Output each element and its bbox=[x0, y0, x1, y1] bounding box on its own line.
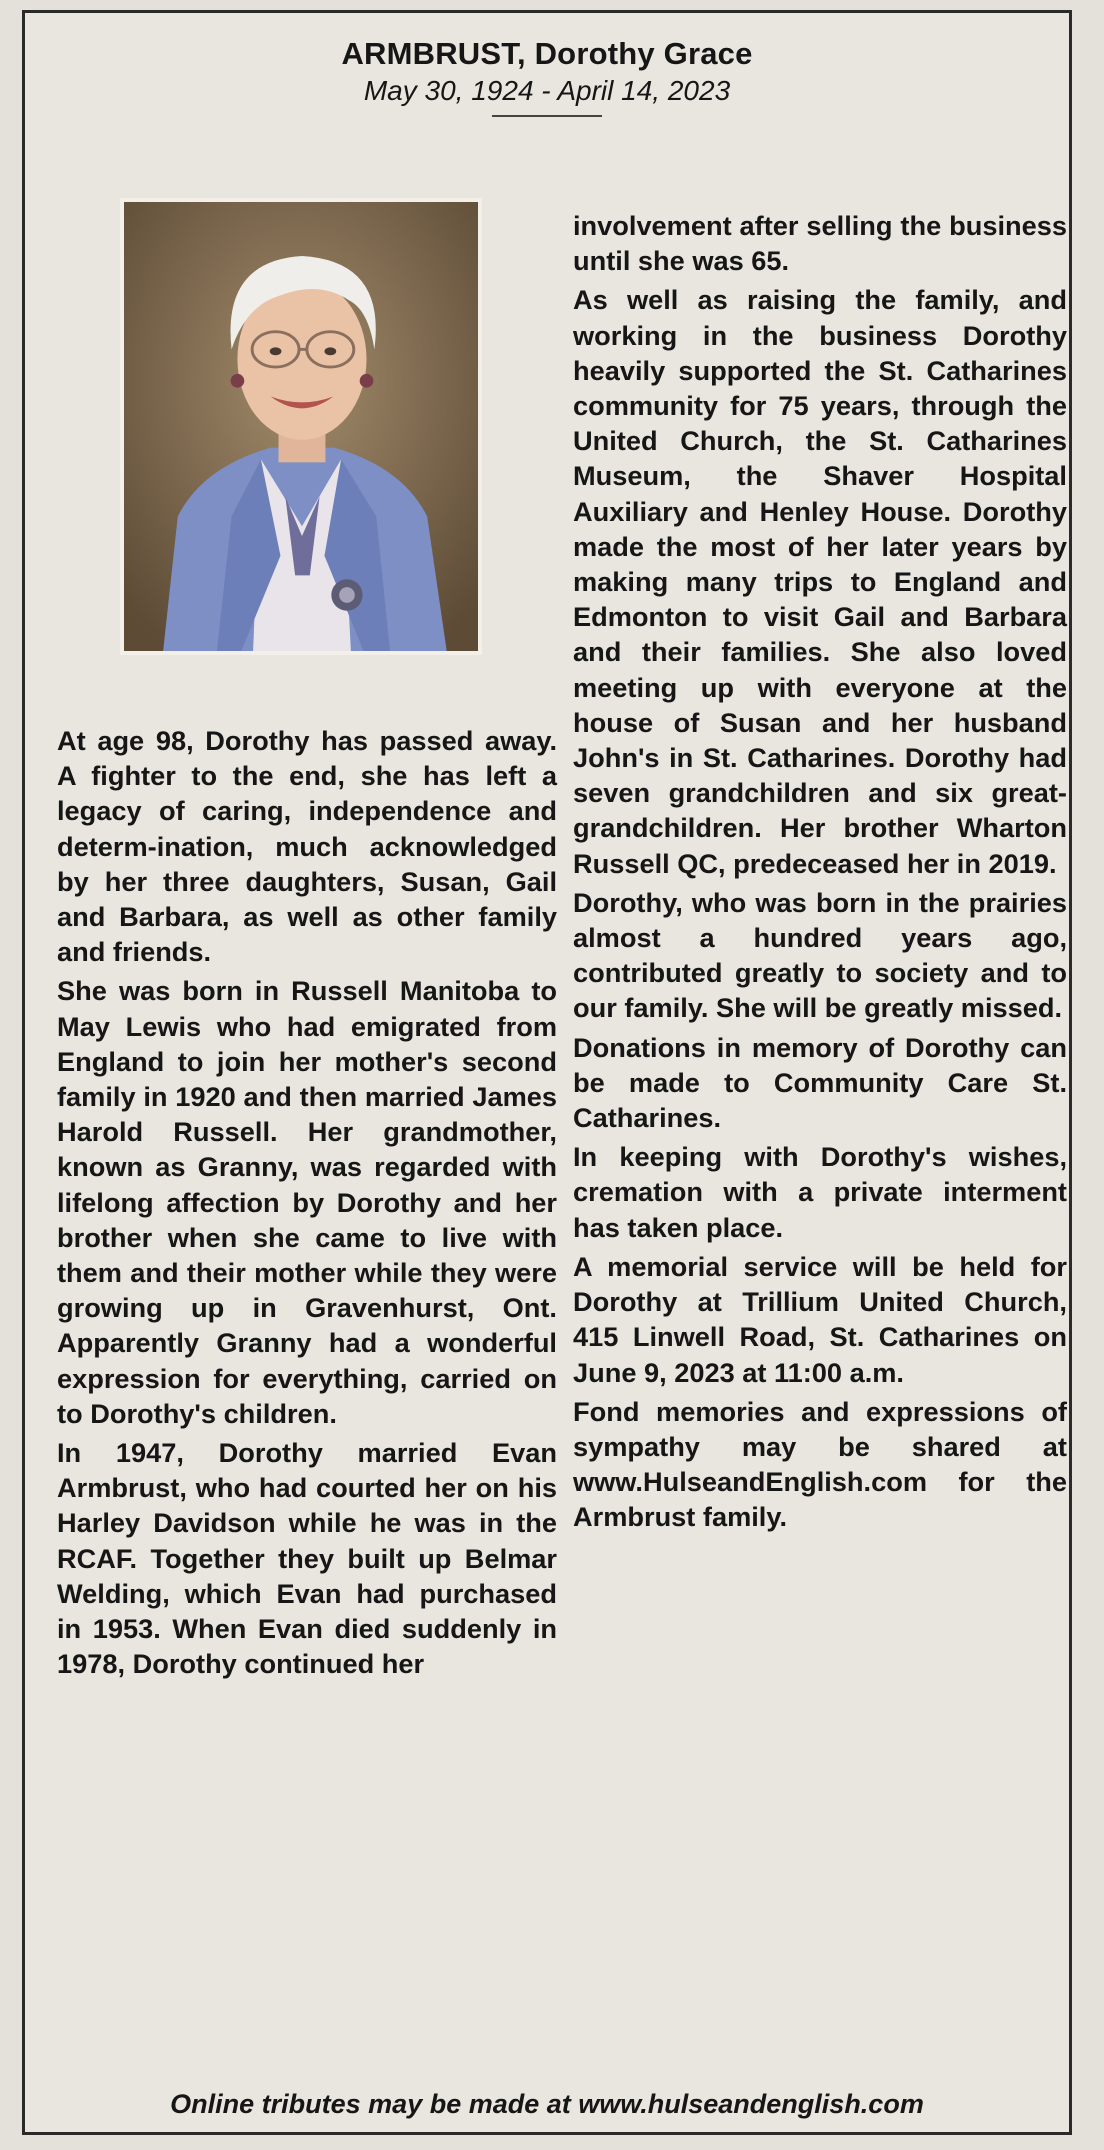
paragraph-marriage: In 1947, Dorothy married Evan Armbrust, who had courted her on his Harley Davidson while he was in the RCAF. Together they built up Belmar Welding, which Evan had purchased in 1953. When Evan died suddenly in 1978, Dorothy continued her bbox=[57, 1437, 557, 1680]
obituary-notice bbox=[22, 10, 1072, 2135]
left-column bbox=[57, 723, 557, 1685]
life-dates: May 30, 1924 - April 14, 2023 bbox=[363, 75, 731, 106]
paragraph-passing: At age 98, Dorothy has passed away. A fighter to the end, she has left a legacy of caring, independence and determ-ination, much acknowledged by her three daughters, Susan, Gail and Barbara, as well as other family and friends. bbox=[57, 725, 557, 968]
right-column bbox=[573, 208, 1067, 1539]
obituary-header bbox=[25, 35, 1069, 117]
paragraph-donations: Donations in memory of Dorothy can be made to Community Care St. Catharines. bbox=[573, 1031, 1067, 1134]
paragraph-business: involvement after selling the business until she was 65. bbox=[573, 210, 1067, 277]
paragraph-memorial-service: A memorial service will be held for Dorothy at Trillium United Church, 415 Linwell Road, St. Catharines on June 9, 2023 at 11:00 a.m. bbox=[573, 1250, 1067, 1388]
paragraph-legacy: Dorothy, who was born in the prairies almost a hundred years ago, contributed greatly to society and to our family. She will be greatly missed. bbox=[573, 886, 1067, 1024]
paragraph-cremation: In keeping with Dorothy's wishes, cremation with a private interment has taken place. bbox=[573, 1141, 1067, 1243]
deceased-name: ARMBRUST, Dorothy Grace bbox=[341, 36, 753, 71]
paragraph-community: As well as raising the family, and working in the business Dorothy heavily supported the St. Catharines community for 75 years, through the United Church, the St. Catharines Museum, the Shaver Hospital Auxiliary and Henley House. Dorothy made the most of her later years by making many trips to England and Edmonton to visit Gail and Barbara and their families. She also loved meeting up with everyone at the house of Susan and her husband John's in St. Catharines. Dorothy had seven grandchildren and six great-grandchildren. Her brother Wharton Russell QC, predeceased her in 2019. bbox=[573, 284, 1067, 879]
portrait-photo bbox=[120, 198, 482, 655]
portrait-illustration bbox=[124, 202, 478, 651]
header-divider bbox=[492, 115, 602, 117]
paragraph-condolences: Fond memories and expressions of sympathy may be shared at www.HulseandEnglish.com for the Armbrust family. bbox=[573, 1395, 1067, 1533]
online-tributes-footer: Online tributes may be made at www.hulseandenglish.com bbox=[170, 2089, 924, 2119]
paragraph-birth: She was born in Russell Manitoba to May Lewis who had emigrated from England to join her mother's second family in 1920 and then married James Harold Russell. Her grandmother, known as Granny, was regarded with lifelong affection by Dorothy and her brother when she came to live with them and their mother while they were growing up in Gravenhurst, Ont. Apparently Granny had a wonderful expression for everything, carried on to Dorothy's children. bbox=[57, 975, 557, 1429]
